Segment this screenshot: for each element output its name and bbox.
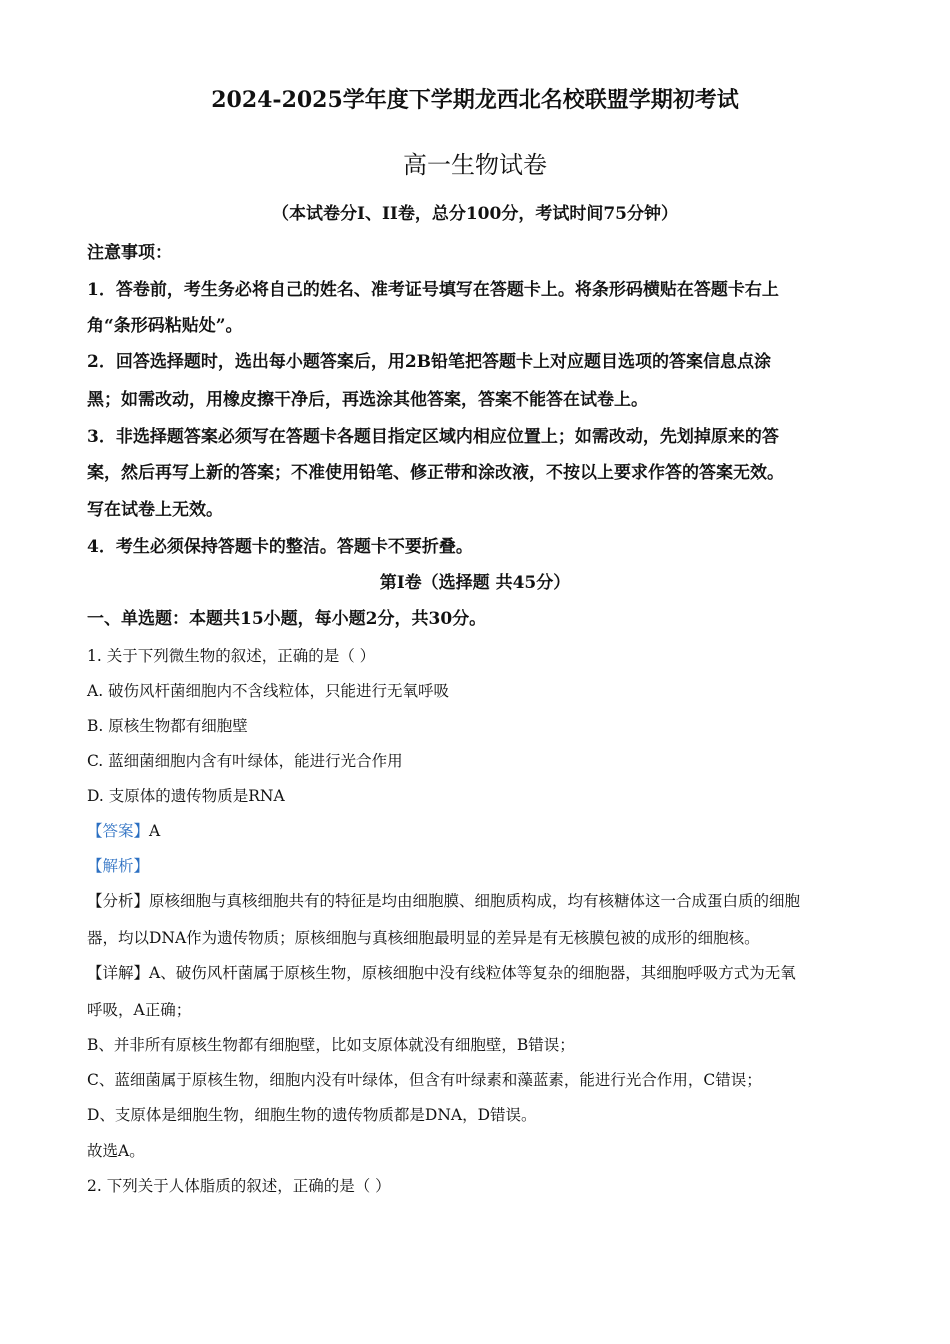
answer-value: A: [149, 822, 161, 840]
answer-line: [87, 821, 160, 841]
analysis-line: 故选A。: [87, 1142, 145, 1160]
question-stem: 1. 关于下列微生物的叙述，正确的是（ ）: [87, 647, 376, 665]
analysis-line: C、蓝细菌属于原核生物，细胞内没有叶绿体，但含有叶绿素和藻蓝素，能进行光合作用，C错误；: [87, 1071, 762, 1089]
notice-line: 写在试卷上无效。: [87, 500, 223, 520]
notice-line: 黑；如需改动，用橡皮擦干净后，再选涂其他答案，答案不能答在试卷上。: [87, 390, 648, 410]
notice-line: 角“条形码粘贴处”。: [87, 316, 243, 336]
notice-line: 3．非选择题答案必须写在答题卡各题目指定区域内相应位置上；如需改动，先划掉原来的答: [87, 427, 779, 447]
notice-line: 2．回答选择题时，选出每小题答案后，用2B铅笔把答题卡上对应题目选项的答案信息点涂: [87, 352, 772, 372]
exam-subtitle: 高一生物试卷: [403, 151, 547, 179]
section-title: 第I卷（选择题 共45分）: [379, 573, 571, 593]
answer-tag: 【答案】: [87, 822, 150, 840]
option-a: A. 破伤风杆菌细胞内不含线粒体，只能进行无氧呼吸: [87, 682, 450, 700]
analysis-line: B、并非所有原核生物都有细胞壁，比如支原体就没有细胞壁，B错误；: [87, 1036, 575, 1054]
notice-line: 1．答卷前，考生务必将自己的姓名、准考证号填写在答题卡上。将条形码横贴在答题卡右上: [87, 280, 779, 300]
notice-line: 4．考生必须保持答题卡的整洁。答题卡不要折叠。: [87, 537, 473, 557]
part-title: 一、单选题：本题共15小题，每小题2分，共30分。: [87, 609, 487, 629]
analysis-line: 【详解】A、破伤风杆菌属于原核生物，原核细胞中没有线粒体等复杂的细胞器，其细胞呼吸方式为无氧: [87, 964, 796, 982]
question-stem: 2. 下列关于人体脂质的叙述，正确的是（ ）: [87, 1177, 391, 1195]
analysis-line: 【分析】原核细胞与真核细胞共有的特征是均由细胞膜、细胞质构成，均有核糖体这一合成蛋白质的细胞: [87, 892, 801, 910]
exam-note: （本试卷分I、II卷，总分100分，考试时间75分钟）: [272, 204, 678, 224]
exam-title: 2024-2025学年度下学期龙西北名校联盟学期初考试: [211, 87, 739, 113]
option-b: B. 原核生物都有细胞壁: [87, 717, 248, 735]
notice-heading: 注意事项：: [87, 243, 172, 263]
option-d: D. 支原体的遗传物质是RNA: [87, 787, 285, 805]
analysis-line: 呼吸，A正确；: [87, 1001, 192, 1019]
analysis-line: 器，均以DNA作为遗传物质；原核细胞与真核细胞最明显的差异是有无核膜包被的成形的细胞核。: [87, 929, 760, 947]
analysis-tag: 【解析】: [87, 857, 150, 875]
analysis-line: D、支原体是细胞生物，细胞生物的遗传物质都是DNA，D错误。: [87, 1106, 537, 1124]
notice-line: 案，然后再写上新的答案；不准使用铅笔、修正带和涂改液，不按以上要求作答的答案无效。: [87, 463, 784, 483]
option-c: C. 蓝细菌细胞内含有叶绿体，能进行光合作用: [87, 752, 403, 770]
